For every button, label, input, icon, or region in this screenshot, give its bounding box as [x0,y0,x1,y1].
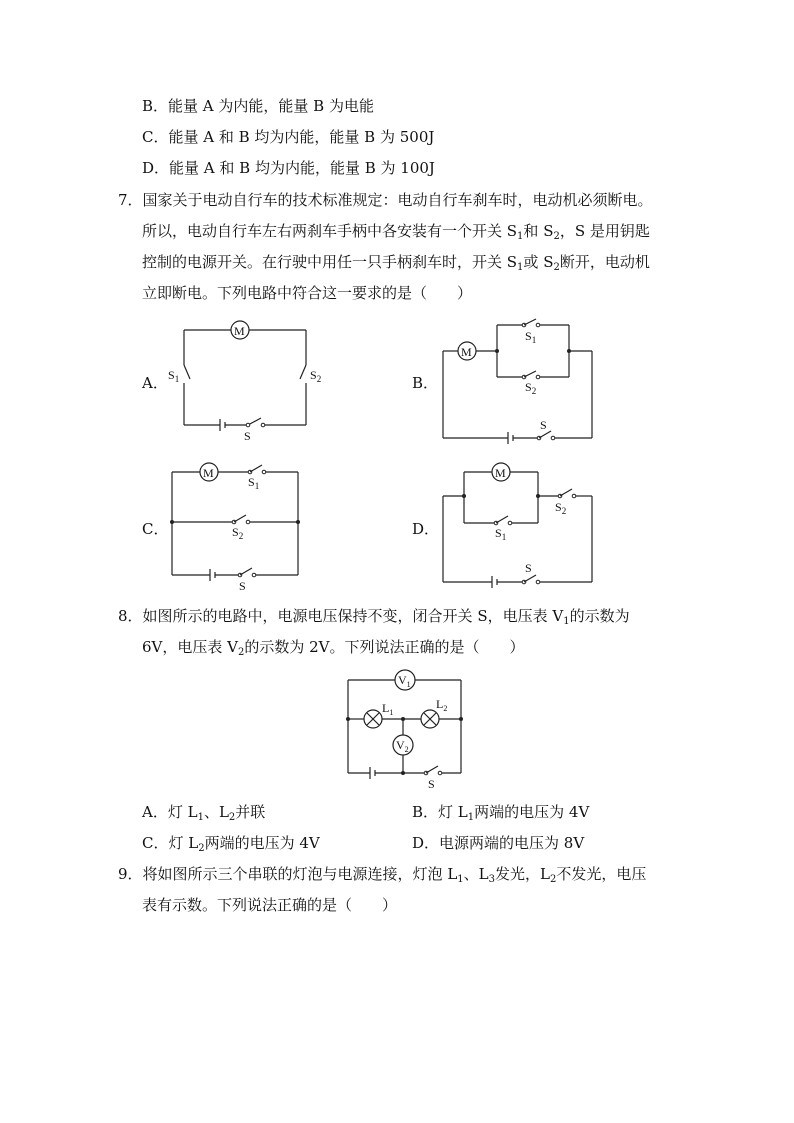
switch-s2-icon [524,371,536,377]
q8-opta-sub2: 2 [228,812,236,823]
v1-label: $V_1$ [398,673,411,689]
q6-option-c: C．能量 A 和 B 均为内能，能量 B 为 500J [142,128,435,146]
switch-s1-icon [524,319,536,325]
motor-label: M [495,466,506,480]
q7-line2-mid: 和 S [523,222,554,240]
q8-stem-line1 [118,606,630,626]
q8-opta-pre: A．灯 L [142,803,198,821]
q8-stem-line2 [142,637,525,657]
q8-line1-pre: 8．如图所示的电路中，电源电压保持不变，闭合开关 S，电压表 V [118,607,564,625]
s-label: S [525,561,532,575]
q7-line3-sub2: 2 [553,262,560,273]
q8-line1-post: 的示数为 [569,607,630,625]
s2-label: $S_2$ [310,368,322,384]
l2-label: $L_2$ [436,697,448,713]
s2-label: $S_2$ [555,500,567,516]
q7-option-b-label: B． [412,374,439,392]
circuit-b-diagram [440,315,600,445]
switch-s2-icon [560,489,572,496]
circuit-d-diagram [440,458,600,588]
q7-option-a-label: A． [142,374,168,392]
s2-label: $S_2$ [232,525,244,541]
s1-label: $S_1$ [248,475,260,491]
q8-line1-sub: 1 [563,616,570,627]
switch-s-icon [539,431,551,438]
q8-opta-post: 并联 [235,803,266,821]
q9-line1-pre: 9．将如图所示三个串联的灯泡与电源连接，灯泡 L [118,865,458,883]
switch-s-icon [240,568,252,575]
s-label: S [428,777,435,791]
q8-optb-pre: B．灯 L [412,803,468,821]
q8-optb-post: 两端的电压为 4V [474,803,590,821]
q8-line2-pre: 6V，电压表 V [142,638,238,656]
motor-label: M [234,324,245,338]
circuit-a-diagram [150,315,320,445]
s1-label: $S_1$ [168,368,180,384]
s-label: S [239,579,246,593]
q8-option-c [142,833,320,853]
q7-stem-line2 [142,221,650,241]
q7-line3-post: 断开，电动机 [559,253,650,271]
switch-s-icon [524,575,536,582]
switch-s1-icon [496,516,508,523]
s-label: S [540,418,547,432]
q8-option-b [412,802,589,822]
q7-line2-post: ，S 是用钥匙 [559,222,650,240]
l1-label: $L_1$ [382,701,394,717]
q6-option-b: B．能量 A 为内能，能量 B 为电能 [142,97,374,115]
q9-line1-post: 不发光，电压 [556,865,647,883]
q8-opta-mid: 、L [203,803,229,821]
q7-line3-sub1: 1 [517,262,524,273]
q8-optc-sub: 2 [198,843,205,854]
q9-line1-sub1: 1 [457,874,464,885]
q7-stem-line4: 立即断电。下列电路中符合这一要求的是（ ） [142,284,473,302]
q7-line2-sub2: 2 [553,231,560,242]
q9-line1-mid2: 发光，L [495,865,550,883]
q9-line1-sub3: 3 [488,874,495,885]
q7-line2-pre: 所以，电动自行车左右两刹车手柄中各安装有一个开关 S [142,222,518,240]
q8-optb-sub: 1 [467,812,475,823]
q8-option-d: D．电源两端的电压为 8V [412,834,585,852]
circuit-q8-diagram [344,668,474,793]
switch-s-icon [426,766,438,773]
q9-line1-mid1: 、L [463,865,489,883]
q7-line2-sub1: 1 [517,231,524,242]
switch-s2-icon [300,365,306,379]
s1-label: $S_1$ [495,526,507,542]
motor-label: M [203,466,214,480]
q9-stem-line1 [118,864,646,884]
s-label: S [244,429,251,443]
q8-opta-sub1: 1 [197,812,204,823]
s2-label: $S_2$ [525,380,537,396]
q7-line3-pre: 控制的电源开关。在行驶中用任一只手柄刹车时，开关 S [142,253,518,271]
q8-line2-post: 的示数为 2V。下列说法正确的是（ ） [244,638,525,656]
q7-stem-line3 [142,252,650,272]
q8-option-a [142,802,265,822]
q8-line2-sub: 2 [237,647,245,658]
q7-stem-line1: 7．国家关于电动自行车的技术标准规定：电动自行车刹车时，电动机必须断电。 [118,191,653,209]
circuit-c-diagram [168,458,318,593]
q9-stem-line2: 表有示数。下列说法正确的是（ ） [142,896,398,914]
motor-label: M [461,345,472,359]
q9-line1-sub2: 2 [549,874,557,885]
q8-optc-pre: C．灯 L [142,834,199,852]
q7-option-c-label: C． [142,520,169,538]
switch-s1-icon [184,365,190,379]
q7-line3-mid: 或 S [523,253,554,271]
q6-option-d: D．能量 A 和 B 均为内能，能量 B 为 100J [142,159,435,177]
q8-optc-post: 两端的电压为 4V [204,834,320,852]
switch-s2-icon [234,515,246,522]
q7-option-d-label: D． [412,520,440,538]
switch-s1-icon [250,465,262,472]
s1-label: $S_1$ [525,329,537,345]
v2-label: $V_2$ [396,738,409,754]
